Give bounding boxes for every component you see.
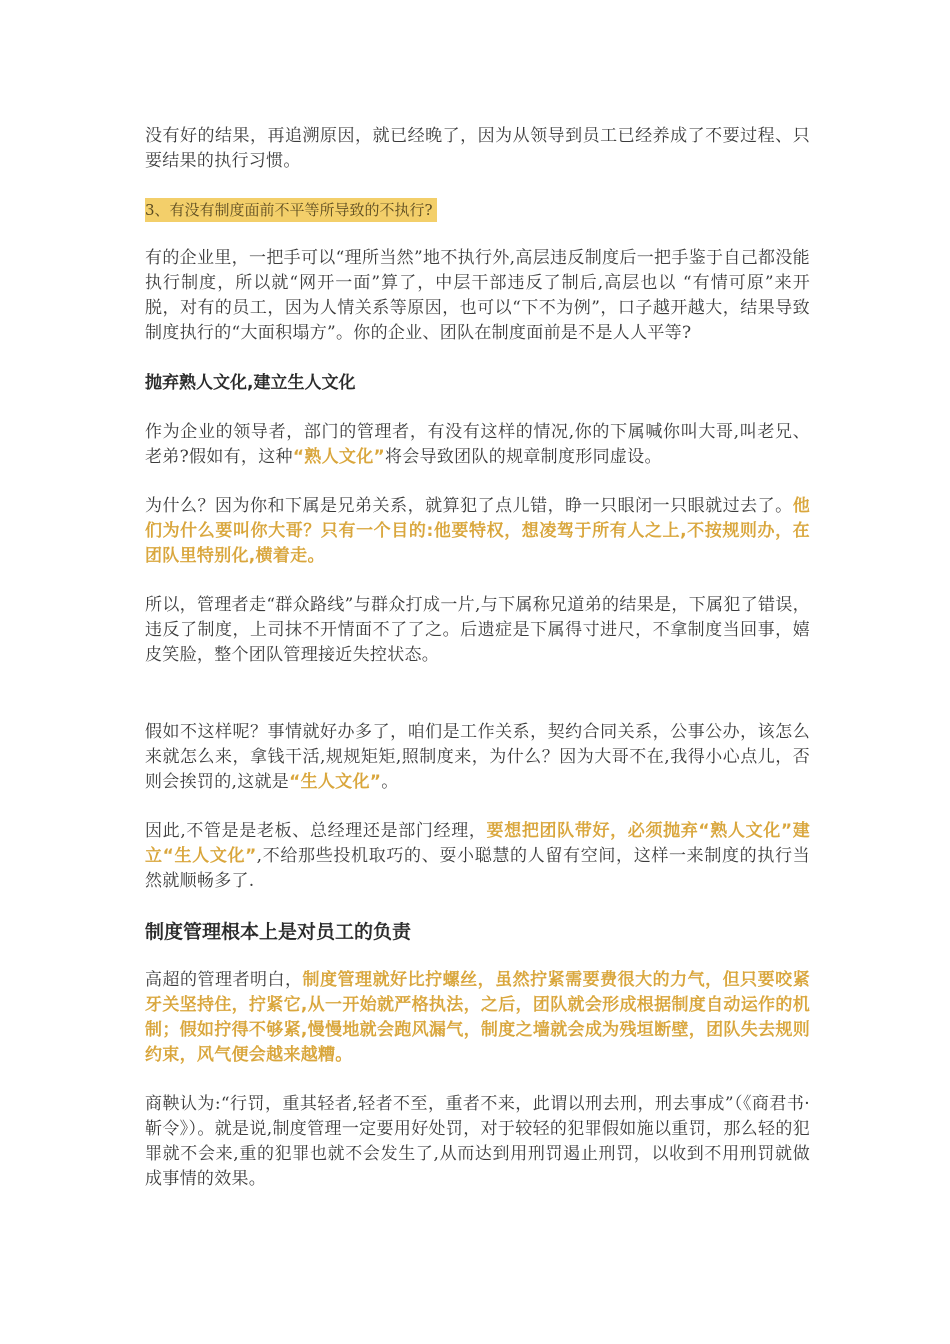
section-heading-institutional-management: 制度管理根本上是对员工的负责 — [145, 921, 412, 943]
paragraph-1: 没有好的结果，再追溯原因，就已经晚了，因为从领导到员工已经养成了不要过程、只要结果的执行习惯。 — [145, 126, 810, 171]
paragraph-6-emphasis: “生人文化” — [289, 772, 382, 792]
document-body — [145, 124, 810, 1216]
paragraph-2: 有的企业里，一把手可以“理所当然”地不执行外,高层违反制度后一把手鉴于自己都没能执行制度，所以就“网开一面”算了，中层干部违反了制后,高层也以 “有情可原”来开脱，对有的员工，因为人情关系等原因，也可以“下不为例”，口子越开越大，结果导致制度执行的“大面积塌方”。你的企业、团队在制度面前是不是人人平等? — [145, 248, 810, 343]
paragraph-8-text-a: 高超的管理者明白， — [145, 970, 303, 990]
paragraph-7-emphasis: 要想把团队带好，必须抛弃“熟人文化”建立“生人文化” — [145, 821, 811, 866]
paragraph-7 — [145, 819, 810, 894]
paragraph-8 — [145, 968, 810, 1068]
highlighted-question-heading: 3、有没有制度面前不平等所导致的不执行? — [145, 198, 437, 222]
paragraph-3 — [145, 420, 810, 470]
paragraph-9: 商鞅认为:“行罚，重其轻者,轻者不至，重者不来，此谓以刑去刑，刑去事成”（《商君书·靳令》）。就是说,制度管理一定要用好处罚，对于较轻的犯罪假如施以重罚，那么轻的犯罪就不会来,重的犯罪也就不会发生了,从而达到用刑罚遏止刑罚，以收到不用刑罚就做成事情的效果。 — [145, 1094, 810, 1189]
paragraph-4-emphasis: 他们为什么要叫你大哥？只有一个目的:他要特权，想凌驾于所有人之上,不按规则办，在团队里特别化,横着走。 — [145, 496, 810, 566]
paragraph-3-emphasis: “熟人文化” — [292, 447, 385, 467]
paragraph-7-text-b: ,不给那些投机取巧的、耍小聪慧的人留有空间，这样一来制度的执行当然就顺畅多了. — [145, 846, 810, 891]
paragraph-4-text-a: 为什么？因为你和下属是兄弟关系，就算犯了点儿错，睁一只眼闭一只眼就过去了。 — [145, 496, 793, 516]
paragraph-5: 所以，管理者走“群众路线”与群众打成一片,与下属称兄道弟的结果是，下属犯了错误，违反了制度，上司抹不开情面不了了之。后遗症是下属得寸进尺，不拿制度当回事，嬉皮笑脸，整个团队管理接近失控状态。 — [145, 595, 810, 665]
paragraph-6-text-a: 假如不这样呢？事情就好办多了，咱们是工作关系，契约合同关系，公事公办，该怎么来就怎么来，拿钱干活,规规矩矩,照制度来，为什么？因为大哥不在,我得小心点儿，否则会挨罚的,这就是 — [145, 722, 810, 792]
section-heading-acquaintance-culture: 抛弃熟人文化,建立生人文化 — [145, 373, 356, 393]
paragraph-3-text-b: 将会导致团队的规章制度形同虚设。 — [384, 447, 662, 467]
paragraph-6-text-b: 。 — [381, 772, 399, 792]
paragraph-4 — [145, 494, 810, 569]
paragraph-6 — [145, 720, 810, 795]
paragraph-7-text-a: 因此,不管是是老板、总经理还是部门经理， — [145, 821, 487, 841]
paragraph-3-text-a: 作为企业的领导者，部门的管理者，有没有这样的情况,你的下属喊你叫大哥,叫老兄、老弟?假如有，这种 — [145, 422, 810, 467]
paragraph-8-emphasis: 制度管理就好比拧螺丝，虽然拧紧需要费很大的力气，但只要咬紧牙关坚持住，拧紧它,从一开始就严格执法，之后，团队就会形成根据制度自动运作的机制；假如拧得不够紧,慢慢地就会跑风漏气，制度之墙就会成为残垣断壁，团队失去规则约束，风气便会越来越糟。 — [145, 970, 810, 1065]
